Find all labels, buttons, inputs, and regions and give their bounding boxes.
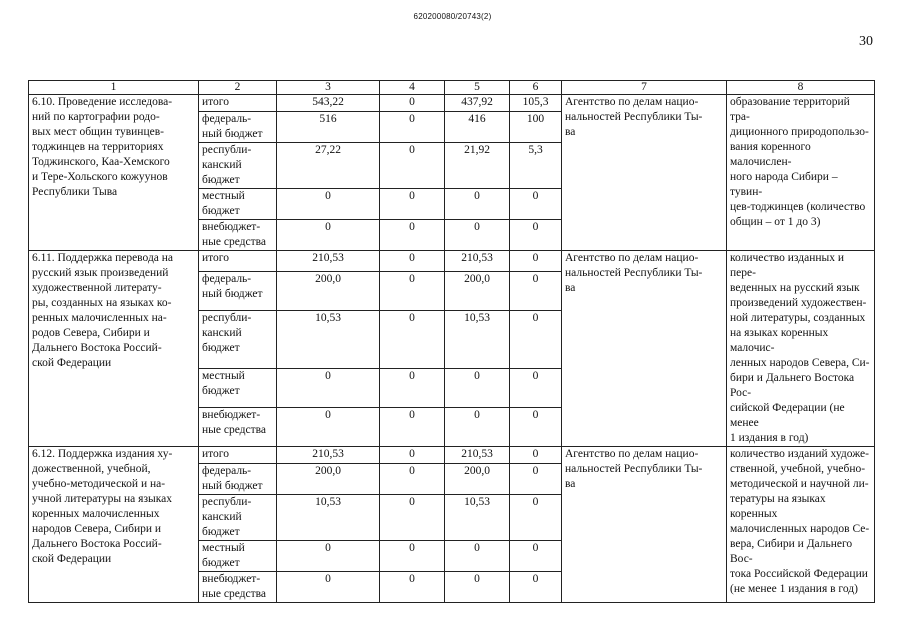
funding-source-cell: итого xyxy=(199,447,277,464)
amount-cell: 0 xyxy=(445,541,510,572)
funding-source-cell: местный бюджет xyxy=(199,369,277,408)
amount-cell: 0 xyxy=(445,572,510,603)
expected-result-cell: образование территорий тра- диционного природопользо- вания коренного малочислен- ного народа Сибири – тувин- цев-тоджинцев (количество общин – от 1 до 3) xyxy=(727,95,875,251)
amount-cell: 0 xyxy=(510,541,562,572)
amount-cell: 0 xyxy=(510,408,562,447)
amount-cell: 0 xyxy=(380,95,445,112)
amount-cell: 0 xyxy=(380,572,445,603)
amount-cell: 0 xyxy=(510,572,562,603)
amount-cell: 105,3 xyxy=(510,95,562,112)
funding-source-cell: местный бюджет xyxy=(199,541,277,572)
amount-cell: 0 xyxy=(277,408,380,447)
amount-cell: 210,53 xyxy=(277,251,380,272)
amount-cell: 0 xyxy=(277,541,380,572)
amount-cell: 210,53 xyxy=(445,251,510,272)
amount-cell: 0 xyxy=(510,220,562,251)
table-row xyxy=(29,251,875,272)
amount-cell: 0 xyxy=(380,408,445,447)
expected-result-cell: количество изданий художе- ственной, учебной, учебно- методической и научной ли- тературы на языках коренных малочисленных народов Се- вера, Сибири и Дальнего Вос- тока Российской Федерации (не менее 1 издания в год) xyxy=(727,447,875,603)
amount-cell: 0 xyxy=(380,369,445,408)
funding-source-cell: внебюджет- ные средства xyxy=(199,408,277,447)
amount-cell: 0 xyxy=(277,369,380,408)
amount-cell: 200,0 xyxy=(277,272,380,311)
funding-source-cell: итого xyxy=(199,251,277,272)
amount-cell: 200,0 xyxy=(445,272,510,311)
amount-cell: 416 xyxy=(445,112,510,143)
amount-cell: 0 xyxy=(445,220,510,251)
amount-cell: 0 xyxy=(380,112,445,143)
amount-cell: 0 xyxy=(380,189,445,220)
amount-cell: 0 xyxy=(380,447,445,464)
amount-cell: 0 xyxy=(380,251,445,272)
amount-cell: 27,22 xyxy=(277,143,380,189)
amount-cell: 200,0 xyxy=(277,464,380,495)
document-id: 620200080/20743(2) xyxy=(413,12,492,21)
agency-cell: Агентство по делам нацио- нальностей Республики Ты- ва xyxy=(562,95,727,251)
funding-source-cell: федераль- ный бюджет xyxy=(199,272,277,311)
funding-source-cell: внебюджет- ные средства xyxy=(199,572,277,603)
amount-cell: 437,92 xyxy=(445,95,510,112)
amount-cell: 0 xyxy=(277,220,380,251)
expected-result-cell: количество изданных и пере- веденных на русский язык произведений художествен- ной литературы, созданных на языках коренных малочис- ленных народов Севера, Си- бири и Дальнего Востока Рос- сийской Федерации (не менее 1 издания в год) xyxy=(727,251,875,447)
column-header: 5 xyxy=(445,81,510,95)
column-header: 2 xyxy=(199,81,277,95)
column-header: 1 xyxy=(29,81,199,95)
program-table xyxy=(28,80,875,603)
funding-source-cell: местный бюджет xyxy=(199,189,277,220)
table-body xyxy=(29,95,875,603)
funding-source-cell: федераль- ный бюджет xyxy=(199,464,277,495)
column-header: 4 xyxy=(380,81,445,95)
amount-cell: 0 xyxy=(380,311,445,369)
column-number-row xyxy=(29,81,875,95)
amount-cell: 210,53 xyxy=(277,447,380,464)
funding-source-cell: республи- канский бюджет xyxy=(199,495,277,541)
amount-cell: 200,0 xyxy=(445,464,510,495)
amount-cell: 0 xyxy=(510,189,562,220)
amount-cell: 100 xyxy=(510,112,562,143)
activity-cell: 6.10. Проведение исследова- ний по картографии родо- вых мест общин тувинцев- тоджинцев на территориях Тоджинского, Каа-Хемского и Тере-Хольского кожуунов Республики Тыва xyxy=(29,95,199,251)
amount-cell: 0 xyxy=(445,189,510,220)
amount-cell: 0 xyxy=(510,447,562,464)
amount-cell: 0 xyxy=(380,464,445,495)
agency-cell: Агентство по делам нацио- нальностей Республики Ты- ва xyxy=(562,447,727,603)
amount-cell: 0 xyxy=(380,220,445,251)
amount-cell: 0 xyxy=(380,541,445,572)
column-header: 7 xyxy=(562,81,727,95)
activity-cell: 6.11. Поддержка перевода на русский язык произведений художественной литерату- ры, созданных на языках ко- ренных малочисленных на- родов Севера, Сибири и Дальнего Востока Россий- ской Федерации xyxy=(29,251,199,447)
column-header: 6 xyxy=(510,81,562,95)
amount-cell: 0 xyxy=(445,369,510,408)
amount-cell: 0 xyxy=(510,369,562,408)
column-header: 3 xyxy=(277,81,380,95)
amount-cell: 10,53 xyxy=(277,495,380,541)
funding-source-cell: федераль- ный бюджет xyxy=(199,112,277,143)
activity-cell: 6.12. Поддержка издания ху- дожественной, учебной, учебно-методической и на- учной литературы на языках коренных малочисленных народов Севера, Сибири и Дальнего Востока Россий- ской Федерации xyxy=(29,447,199,603)
amount-cell: 5,3 xyxy=(510,143,562,189)
amount-cell: 0 xyxy=(380,272,445,311)
amount-cell: 516 xyxy=(277,112,380,143)
amount-cell: 0 xyxy=(510,272,562,311)
amount-cell: 0 xyxy=(277,572,380,603)
funding-source-cell: внебюджет- ные средства xyxy=(199,220,277,251)
column-header: 8 xyxy=(727,81,875,95)
agency-cell: Агентство по делам нацио- нальностей Республики Ты- ва xyxy=(562,251,727,447)
amount-cell: 10,53 xyxy=(445,495,510,541)
amount-cell: 543,22 xyxy=(277,95,380,112)
amount-cell: 21,92 xyxy=(445,143,510,189)
amount-cell: 0 xyxy=(510,251,562,272)
funding-source-cell: итого xyxy=(199,95,277,112)
amount-cell: 10,53 xyxy=(277,311,380,369)
amount-cell: 210,53 xyxy=(445,447,510,464)
amount-cell: 0 xyxy=(510,464,562,495)
amount-cell: 0 xyxy=(380,143,445,189)
amount-cell: 0 xyxy=(380,495,445,541)
amount-cell: 0 xyxy=(510,495,562,541)
table-row xyxy=(29,447,875,464)
funding-source-cell: республи- канский бюджет xyxy=(199,143,277,189)
amount-cell: 0 xyxy=(445,408,510,447)
table-row xyxy=(29,95,875,112)
amount-cell: 0 xyxy=(510,311,562,369)
amount-cell: 0 xyxy=(277,189,380,220)
amount-cell: 10,53 xyxy=(445,311,510,369)
funding-source-cell: республи- канский бюджет xyxy=(199,311,277,369)
page-number: 30 xyxy=(859,34,873,49)
